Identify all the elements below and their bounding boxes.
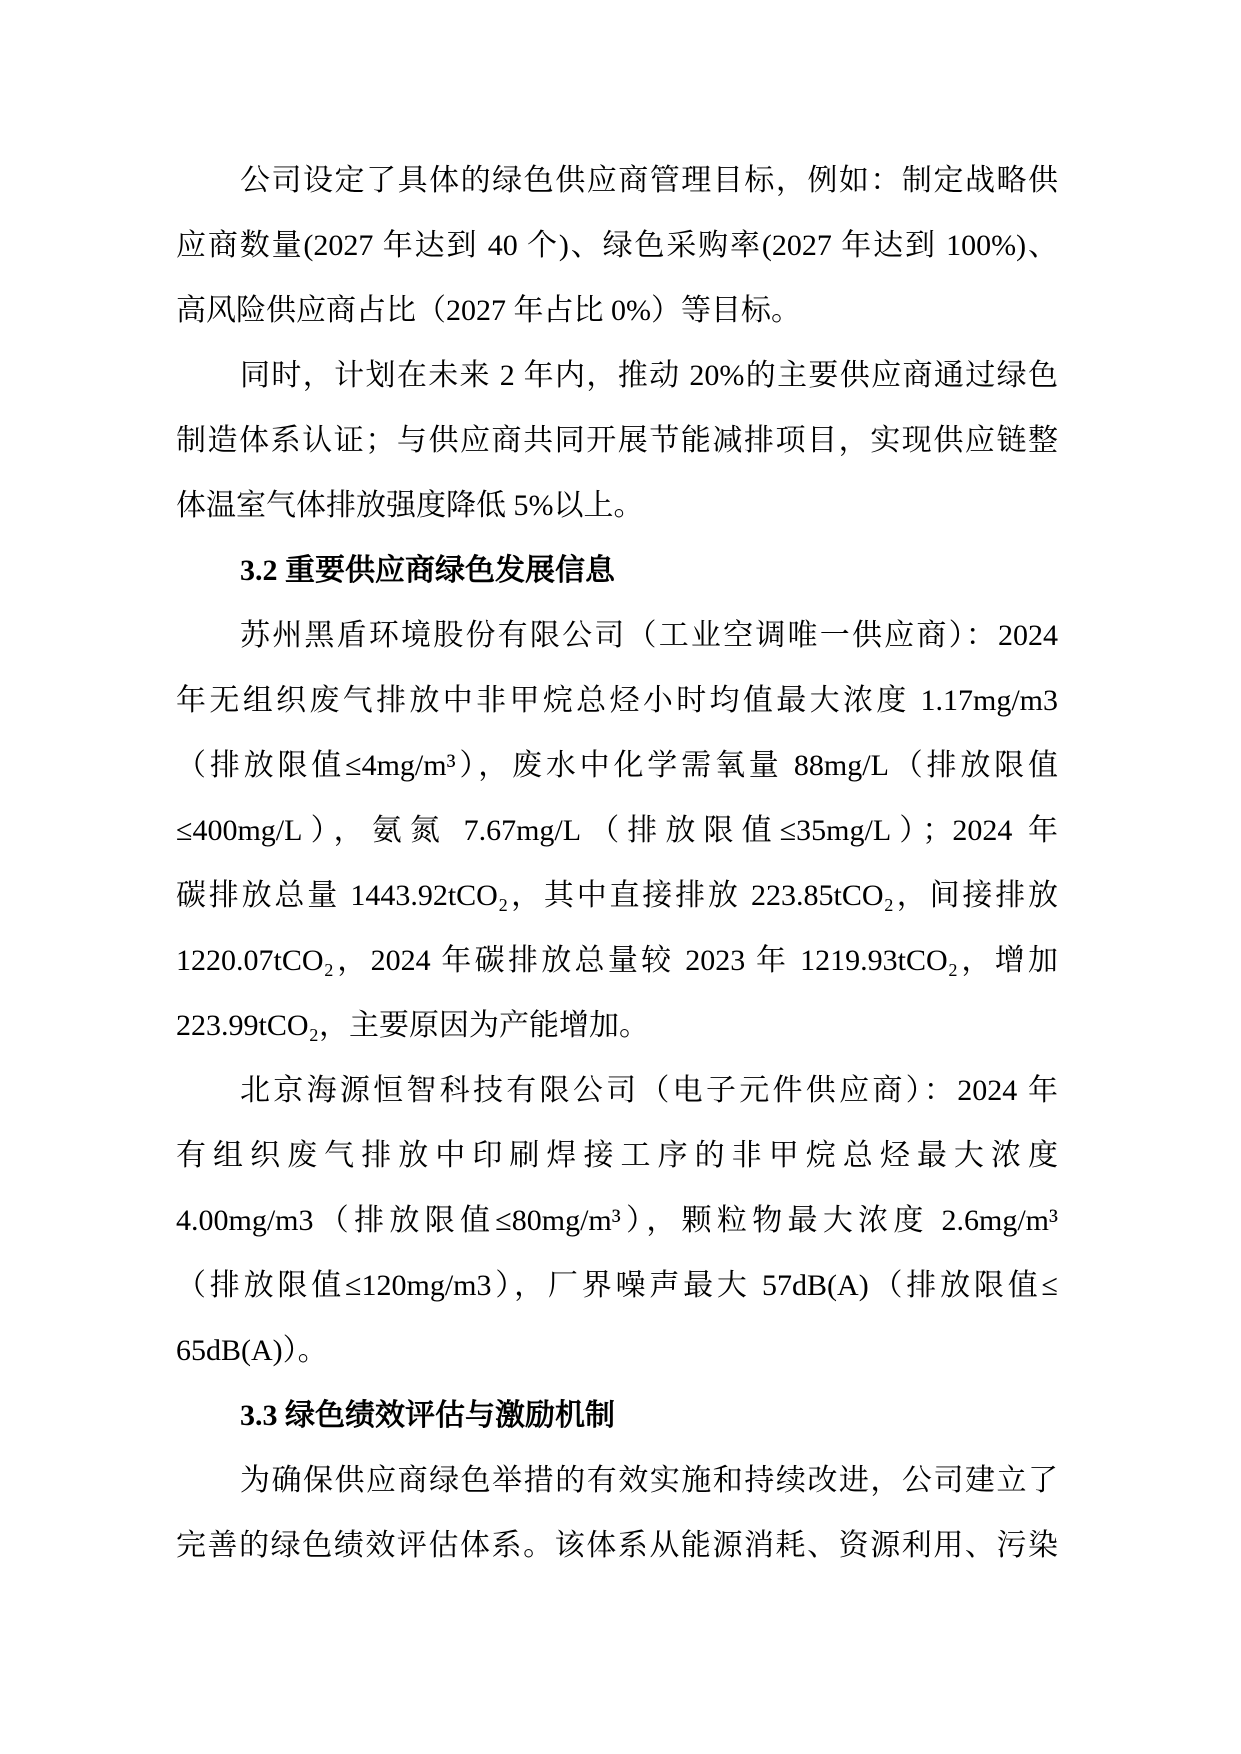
text-line: 年无组织废气排放中非甲烷总烃小时均值最大浓度 1.17mg/m3 (176, 684, 1058, 717)
text-line: 65dB(A)）。 (176, 1334, 328, 1367)
text-line: 223.99tCO₂，主要原因为产能增加。 (176, 1009, 649, 1042)
text-line: 完善的绿色绩效评估体系。该体系从能源消耗、资源利用、污染 (176, 1529, 1058, 1562)
text-line: （排放限值≤4mg/m³），废水中化学需氧量 88mg/L（排放限值 (176, 749, 1058, 782)
text-line: ≤400mg/L），氨氮 7.67mg/L（排放限值≤35mg/L）；2024 年 (176, 814, 1058, 847)
paragraph (176, 603, 1058, 1058)
text-line: 有组织废气排放中印刷焊接工序的非甲烷总烃最大浓度 (176, 1139, 1058, 1172)
section-heading-3-2: 3.2 重要供应商绿色发展信息 (240, 554, 615, 587)
paragraph (176, 1058, 1058, 1383)
text-line: （排放限值≤120mg/m3），厂界噪声最大 57dB(A)（排放限值≤ (176, 1269, 1058, 1302)
text-line: 应商数量(2027 年达到 40 个)、绿色采购率(2027 年达到 100%)、 (176, 229, 1058, 262)
text-line: 公司设定了具体的绿色供应商管理目标，例如：制定战略供 (240, 164, 1058, 197)
text-line: 北京海源恒智科技有限公司（电子元件供应商）：2024 年 (240, 1074, 1058, 1107)
paragraph (176, 148, 1058, 343)
text-line: 4.00mg/m3（排放限值≤80mg/m³），颗粒物最大浓度 2.6mg/m³ (176, 1204, 1058, 1237)
text-line: 体温室气体排放强度降低 5%以上。 (176, 489, 644, 522)
text-line: 碳排放总量 1443.92tCO₂，其中直接排放 223.85tCO₂，间接排放 (176, 879, 1058, 912)
text-line: 同时，计划在未来 2 年内，推动 20%的主要供应商通过绿色 (240, 359, 1058, 392)
text-line: 苏州黑盾环境股份有限公司（工业空调唯一供应商）：2024 (240, 619, 1058, 652)
paragraph (176, 343, 1058, 538)
section-heading-3-3: 3.3 绿色绩效评估与激励机制 (240, 1399, 615, 1432)
page-text-area (176, 148, 1058, 1578)
paragraph (176, 1448, 1058, 1578)
text-line: 为确保供应商绿色举措的有效实施和持续改进，公司建立了 (240, 1464, 1058, 1497)
text-line: 制造体系认证；与供应商共同开展节能减排项目，实现供应链整 (176, 424, 1058, 457)
text-line: 高风险供应商占比（2027 年占比 0%）等目标。 (176, 294, 801, 327)
text-line: 1220.07tCO₂，2024 年碳排放总量较 2023 年 1219.93tCO₂，增加 (176, 944, 1058, 977)
